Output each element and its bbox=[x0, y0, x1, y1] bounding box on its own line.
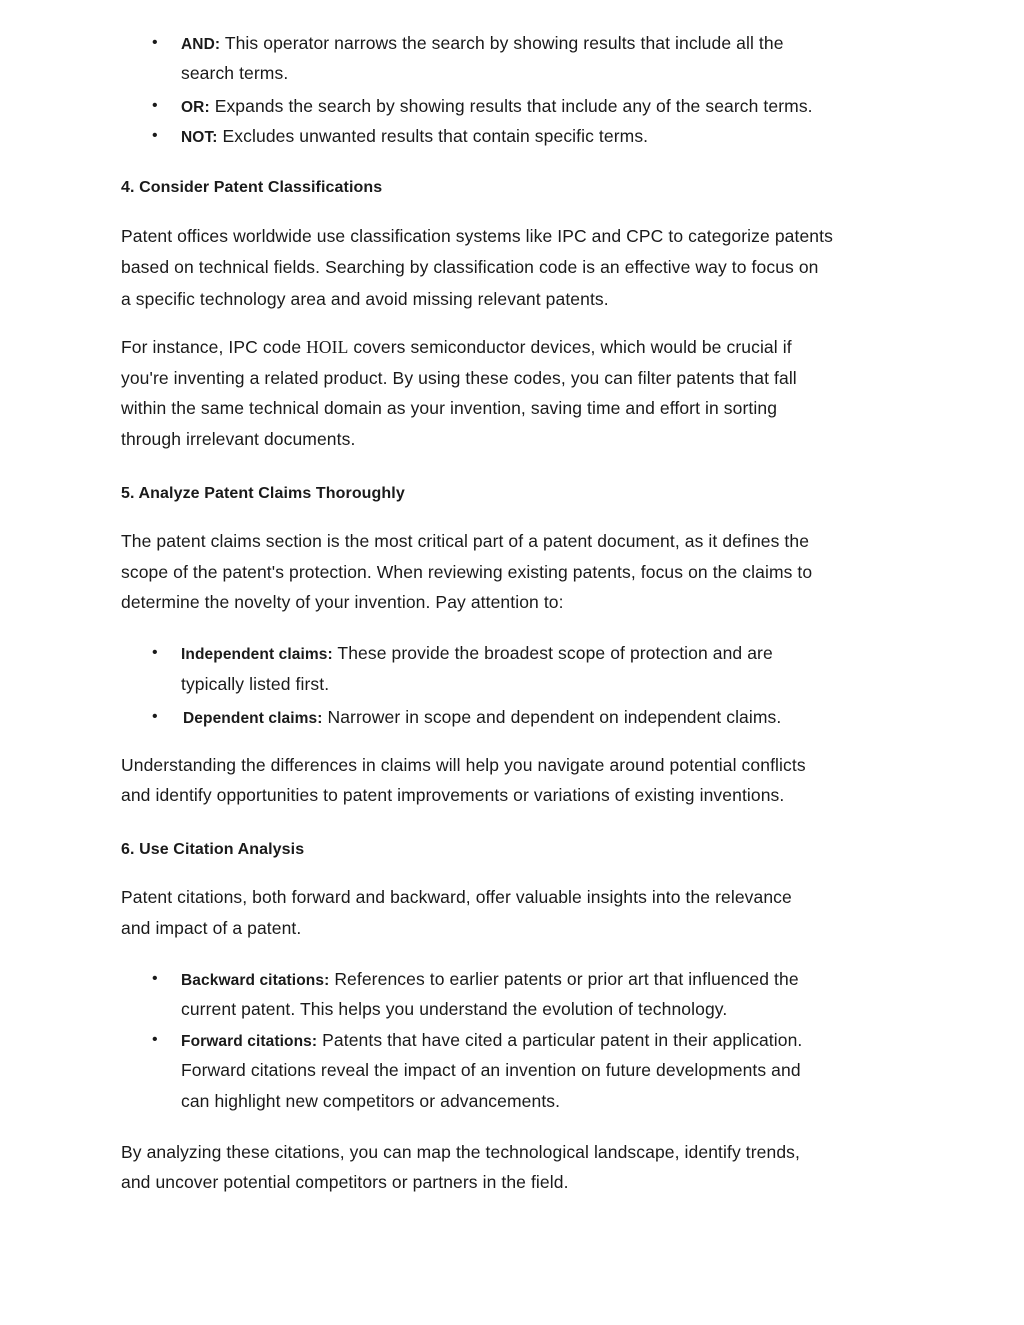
paragraph-line: scope of the patent's protection. When reviewing existing patents, focus on the claims to bbox=[121, 562, 813, 582]
bullet-text-continuation: can highlight new competitors or advancements. bbox=[181, 1091, 561, 1111]
bullet-text: Patents that have cited a particular patent in their application. bbox=[322, 1030, 803, 1050]
bullet-not bbox=[181, 125, 648, 149]
bullet-text-continuation: search terms. bbox=[181, 63, 289, 83]
section-heading-5: 5. Analyze Patent Claims Thoroughly bbox=[121, 485, 405, 502]
paragraph-line: and uncover potential competitors or partners in the field. bbox=[121, 1172, 569, 1192]
paragraph-line: The patent claims section is the most critical part of a patent document, as it defines the bbox=[121, 531, 810, 551]
bullet-marker: • bbox=[152, 708, 158, 725]
bullet-independent-claims bbox=[181, 642, 773, 666]
paragraph-line: based on technical fields. Searching by classification code is an effective way to focus on bbox=[121, 257, 819, 277]
bullet-term: Backward citations: bbox=[181, 972, 330, 989]
bullet-marker: • bbox=[152, 97, 158, 114]
bullet-term: Dependent claims: bbox=[183, 710, 323, 727]
bullet-marker: • bbox=[152, 1031, 158, 1048]
bullet-text: These provide the broadest scope of protection and are bbox=[337, 643, 773, 663]
paragraph-line bbox=[121, 336, 792, 358]
ipc-code: HOIL bbox=[306, 337, 349, 357]
section-heading-6: 6. Use Citation Analysis bbox=[121, 841, 305, 858]
bullet-text-continuation: Forward citations reveal the impact of an invention on future developments and bbox=[181, 1060, 801, 1080]
paragraph-line: within the same technical domain as your invention, saving time and effort in sorting bbox=[121, 398, 778, 418]
paragraph-line: and identify opportunities to patent improvements or variations of existing inventions. bbox=[121, 785, 785, 805]
bullet-term: AND: bbox=[181, 36, 221, 53]
paragraph-line: Patent citations, both forward and backward, offer valuable insights into the relevance bbox=[121, 887, 792, 907]
bullet-marker: • bbox=[152, 127, 158, 144]
paragraph-line: Patent offices worldwide use classification systems like IPC and CPC to categorize patents bbox=[121, 226, 833, 246]
paragraph-text: covers semiconductor devices, which would be crucial if bbox=[348, 337, 792, 357]
bullet-or bbox=[181, 95, 813, 119]
bullet-text: Expands the search by showing results that include any of the search terms. bbox=[214, 96, 813, 116]
paragraph-line: you're inventing a related product. By using these codes, you can filter patents that fall bbox=[121, 368, 797, 388]
bullet-and bbox=[181, 32, 784, 56]
bullet-term: Forward citations: bbox=[181, 1033, 318, 1050]
bullet-text: References to earlier patents or prior art that influenced the bbox=[334, 969, 799, 989]
bullet-marker: • bbox=[152, 34, 158, 51]
bullet-term: Independent claims: bbox=[181, 646, 333, 663]
paragraph-line: through irrelevant documents. bbox=[121, 429, 356, 449]
bullet-dependent-claims bbox=[183, 706, 781, 730]
bullet-text: Excludes unwanted results that contain specific terms. bbox=[222, 126, 649, 146]
paragraph-line: and impact of a patent. bbox=[121, 918, 302, 938]
paragraph-line: By analyzing these citations, you can map the technological landscape, identify trends, bbox=[121, 1142, 800, 1162]
section-heading-4: 4. Consider Patent Classifications bbox=[121, 179, 383, 196]
bullet-text: Narrower in scope and dependent on independent claims. bbox=[327, 707, 782, 727]
bullet-forward-citations bbox=[181, 1029, 802, 1053]
paragraph-line: determine the novelty of your invention. Pay attention to: bbox=[121, 592, 564, 612]
paragraph-line: a specific technology area and avoid missing relevant patents. bbox=[121, 289, 609, 309]
bullet-text-continuation: current patent. This helps you understand the evolution of technology. bbox=[181, 999, 728, 1019]
bullet-backward-citations bbox=[181, 968, 799, 992]
bullet-marker: • bbox=[152, 970, 158, 987]
bullet-text: This operator narrows the search by showing results that include all the bbox=[224, 33, 784, 53]
bullet-term: OR: bbox=[181, 99, 210, 116]
paragraph-text: For instance, IPC code bbox=[121, 337, 307, 357]
bullet-text-continuation: typically listed first. bbox=[181, 674, 330, 694]
paragraph-line: Understanding the differences in claims will help you navigate around potential conflicts bbox=[121, 755, 806, 775]
bullet-marker: • bbox=[152, 644, 158, 661]
bullet-term: NOT: bbox=[181, 129, 218, 146]
